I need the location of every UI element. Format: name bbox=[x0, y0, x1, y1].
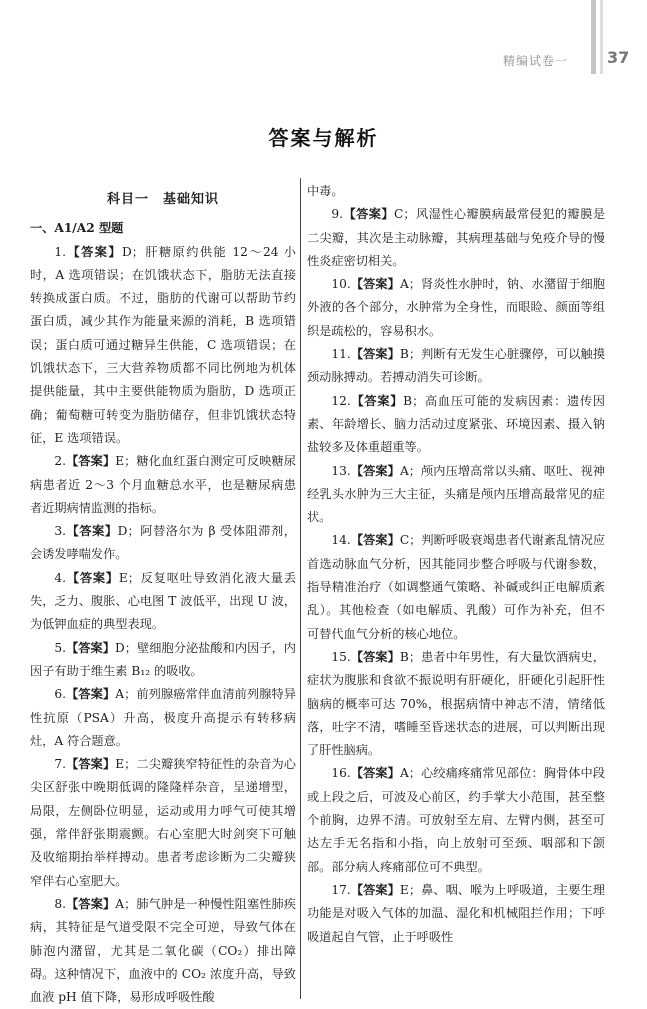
answer-text: C；判断呼吸衰竭患者代谢紊乱情况应首选动脉血气分析，因其能同步整合呼吸与代谢参数，指导精准治疗（如调整通气策略、补碱或纠正电解质紊乱）。其他检查（如电解质、乳酸）可作为补充，但不可替代血气分析的核心地位。 bbox=[307, 533, 606, 641]
section-title: 科目一 基础知识 bbox=[106, 192, 219, 207]
answer-number: 3. bbox=[54, 524, 67, 539]
answer-tag: 【答案】 bbox=[350, 766, 400, 781]
answer-text: C；风湿性心瓣膜病最常侵犯的瓣膜是二尖瓣，其次是主动脉瓣，其病理基础与免疫介导的慢性炎症密切相关。 bbox=[307, 207, 606, 268]
answer-text: E；糖化血红蛋白测定可反映糖尿病患者近 2～3 个月血糖总水平，也是糖尿病患者近期病情监测的指标。 bbox=[30, 454, 296, 515]
answer-number: 10. bbox=[331, 277, 351, 292]
answer-text: A；颅内压增高常以头痛、呕吐、视神经乳头水肿为三大主征，头痛是颅内压增高最常见的症状。 bbox=[307, 463, 605, 525]
answer-item bbox=[307, 460, 605, 530]
answer-number: 17. bbox=[331, 882, 351, 897]
answer-number: 16. bbox=[331, 766, 351, 781]
answer-tag: 【答案】 bbox=[66, 757, 116, 772]
answer-item bbox=[307, 390, 605, 460]
right-column bbox=[307, 180, 605, 949]
answer-item bbox=[307, 343, 605, 390]
answer-tag: 【答案】 bbox=[350, 533, 400, 548]
answer-tag: 【答案】 bbox=[350, 882, 400, 897]
answer-number: 1. bbox=[54, 244, 67, 259]
left-items bbox=[30, 241, 296, 1009]
answer-number: 15. bbox=[331, 649, 351, 664]
right-items bbox=[307, 203, 605, 949]
answer-tag: 【答案】 bbox=[66, 570, 119, 585]
answer-item bbox=[307, 762, 605, 878]
header-side-bar-light bbox=[600, 0, 603, 74]
answer-text: E；二尖瓣狭窄特征性的杂音为心尖区舒张中晚期低调的隆隆样杂音，呈递增型，局限，左侧卧位明显，运动或用力呼气可使其增强，常伴舒张期震颤。右心室肥大时剑突下可触及收缩期抬举样搏动。患者考虑诊断为二尖瓣狭窄伴右心室肥大。 bbox=[30, 757, 296, 888]
answer-tag: 【答案】 bbox=[66, 524, 118, 539]
answer-tag: 【答案】 bbox=[66, 896, 116, 911]
answer-item bbox=[30, 637, 296, 684]
answer-tag: 【答案】 bbox=[66, 687, 116, 702]
answer-item bbox=[30, 683, 296, 753]
answer-text: B；高血压可能的发病因素：遗传因素、年龄增长、脑力活动过度紧张、环境因素、摄入钠盐较多及体重超重等。 bbox=[307, 393, 605, 455]
answer-tag: 【答案】 bbox=[66, 244, 122, 259]
answer-tag: 【答案】 bbox=[66, 454, 116, 469]
answer-number: 13. bbox=[331, 463, 351, 478]
answer-text: E；反复呕吐导致消化液大量丢失，乏力、腹胀、心电图 T 波低平，出现 U 波，为低钾血症的典型表现。 bbox=[30, 570, 297, 632]
answer-item bbox=[30, 450, 296, 520]
answer-tag: 【答案】 bbox=[350, 463, 400, 478]
answer-text: D；阿替洛尔为 β 受体阻滞剂，会诱发哮喘发作。 bbox=[30, 524, 296, 562]
answer-tag: 【答案】 bbox=[350, 393, 404, 408]
answer-item bbox=[30, 241, 296, 451]
answer-text: A；心绞痛疼痛常见部位：胸骨体中段或上段之后，可波及心前区，约手掌大小范围，甚至整个前胸，边界不清。可放射至左肩、左臂内侧，甚至可达左手无名指和小指，向上放射可至颈、咽部和下颌部。部分病人疼痛部位可不典型。 bbox=[307, 766, 605, 874]
answer-tag: 【答案】 bbox=[343, 207, 395, 222]
answer-item bbox=[307, 203, 605, 273]
answer-text: D；壁细胞分泌盐酸和内因子，内因子有助于维生素 B₁₂ 的吸收。 bbox=[30, 640, 296, 678]
answer-number: 4. bbox=[54, 570, 67, 585]
answer-text: A；肾炎性水肿时，钠、水潴留于细胞外液的各个部分，水肿常为全身性，而眼睑、颜面等组织是疏松的，容易积水。 bbox=[307, 277, 605, 338]
page-title: 答案与解析 bbox=[268, 126, 379, 150]
answer-item bbox=[30, 753, 296, 893]
answer-text: B；患者中年男性，有大量饮酒病史，症状为腹胀和食欲不振说明有肝硬化，肝硬化引起肝性脑病的概率可达 70%，根据病情中神志不清，情绪低落，吐字不清，嗜睡至昏迷状态的进展，可以判断出现了肝性脑病。 bbox=[307, 649, 605, 758]
answer-number: 9. bbox=[331, 207, 344, 222]
answer-item bbox=[307, 646, 605, 762]
continuation-text: 中毒。 bbox=[307, 184, 344, 198]
answer-text: A；肺气肿是一种慢性阻塞性肺疾病，其特征是气道受限不完全可逆，导致气体在肺泡内潴留，尤其是二氧化碳（CO₂）排出障碍。这种情况下，血液中的 CO₂ 浓度升高，导致血液 pH 值下降，易形成呼吸性酸 bbox=[30, 896, 296, 1005]
answer-item bbox=[307, 879, 605, 949]
answer-text: E；鼻、咽、喉为上呼吸道，主要生理功能是对吸入气体的加温、湿化和机械阻拦作用；下呼吸道起自气管，止于呼吸性 bbox=[307, 882, 605, 944]
answer-tag: 【答案】 bbox=[350, 277, 400, 292]
answer-number: 2. bbox=[54, 454, 67, 469]
left-column bbox=[30, 180, 296, 1009]
answer-number: 14. bbox=[331, 533, 351, 548]
answer-tag: 【答案】 bbox=[350, 347, 400, 362]
answer-item bbox=[30, 520, 296, 567]
answer-item bbox=[30, 567, 296, 637]
section-subtitle: 一、A1/A2 型题 bbox=[30, 221, 124, 236]
header-label: 精编试卷一 bbox=[503, 54, 569, 68]
page-number: 37 bbox=[607, 48, 630, 67]
answer-item bbox=[307, 529, 605, 645]
answer-number: 7. bbox=[54, 757, 67, 772]
answer-tag: 【答案】 bbox=[66, 640, 116, 655]
answer-number: 5. bbox=[54, 640, 67, 655]
answer-text: D；肝糖原约供能 12～24 小时，A 选项错误；在饥饿状态下，脂肪无法直接转换成蛋白质。不过，脂肪的代谢可以帮助节约蛋白质，减少其作为能量来源的消耗，B 选项错误；蛋白质可通过糖异生供能，C 选项错误；在饥饿状态下，三大营养物质都不同比例地为机体提供能量，其中主要供能物质为脂肪，D 选项正确；葡萄糖可转变为脂肪储存，但非饥饿状态特征，E 选项错误。 bbox=[30, 244, 296, 445]
header-side-bar bbox=[591, 0, 596, 74]
answer-number: 8. bbox=[54, 896, 67, 911]
answer-item bbox=[30, 893, 296, 1009]
answer-text: A；前列腺癌常伴血清前列腺特异性抗原（PSA）升高，极度升高提示有转移病灶，A 符合题意。 bbox=[30, 687, 296, 748]
answer-number: 12. bbox=[331, 393, 351, 408]
answer-number: 6. bbox=[54, 687, 67, 702]
answer-text: B；判断有无发生心脏骤停，可以触摸颈动脉搏动。若搏动消失可诊断。 bbox=[307, 347, 605, 385]
answer-number: 11. bbox=[331, 347, 351, 362]
column-divider bbox=[300, 178, 301, 999]
answer-item bbox=[307, 273, 605, 343]
answer-tag: 【答案】 bbox=[350, 649, 400, 664]
